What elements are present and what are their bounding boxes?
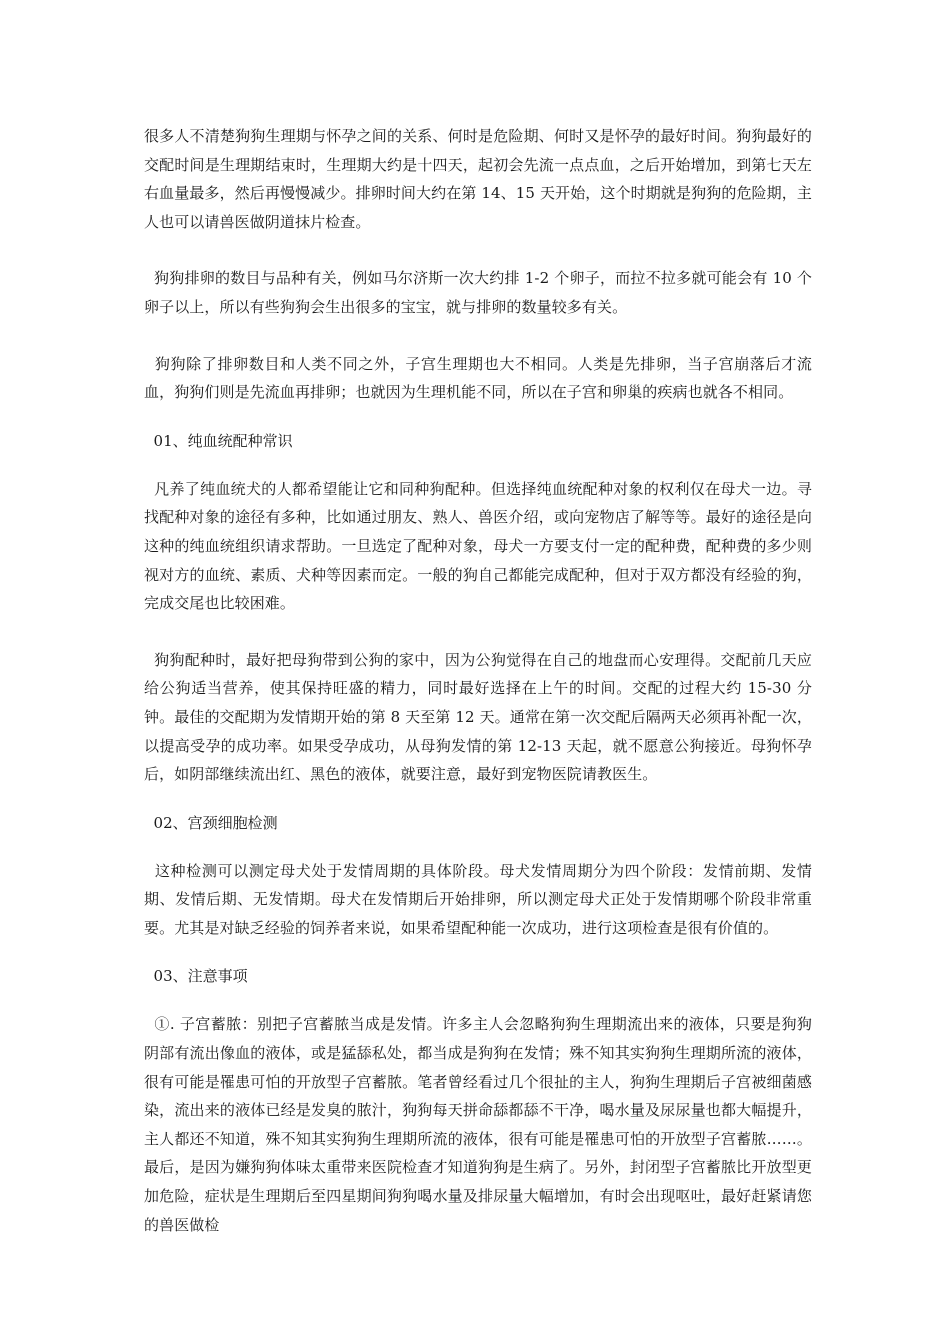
document-page xyxy=(144,122,812,1239)
spacer xyxy=(144,789,812,809)
paragraph-mating-tips: 狗狗配种时，最好把母狗带到公狗的家中，因为公狗觉得在自己的地盘而心安理得。交配前几天应给公狗适当营养，使其保持旺盛的精力，同时最好选择在上午的时间。交配的过程大约 15-30 分钟。最佳的交配期为发情期开始的第 8 天至第 12 天。通常在第一次交配后隔两天必须再补配一次，以提高受孕的成功率。如果受孕成功，从母狗发情的第 12-13 天起，就不愿意公狗接近。母狗怀孕后，如阴部继续流出红、黑色的液体，就要注意，最好到宠物医院请教医生。 xyxy=(144,650,812,784)
spacer xyxy=(144,990,812,1010)
paragraph-cervical-test: 这种检测可以测定母犬处于发情周期的具体阶段。母犬发情周期分为四个阶段：发情前期、发情期、发情后期、无发情期。母犬在发情期后开始排卵，所以测定母犬正处于发情期哪个阶段非常重要。尤其是对缺乏经验的饲养者来说，如果希望配种能一次成功，进行这项检查是很有价值的。 xyxy=(144,861,812,937)
paragraph-ovulation-count: 狗狗排卵的数目与品种有关，例如马尔济斯一次大约排 1-2 个卵子，而拉不拉多就可能会有 10 个卵子以上，所以有些狗狗会生出很多的宝宝，就与排卵的数量较多有关。 xyxy=(144,269,812,316)
section-heading-02: 02、宫颈细胞检测 xyxy=(144,813,278,832)
paragraph-intro: 很多人不清楚狗狗生理期与怀孕之间的关系、何时是危险期、何时又是怀孕的最好时间。狗狗最好的交配时间是生理期结束时，生理期大约是十四天，起初会先流一点点血，之后开始增加，到第七天左右血量最多，然后再慢慢减少。排卵时间大约在第 14、15 天开始，这个时期就是狗狗的危险期，主人也可以请兽医做阴道抹片检查。 xyxy=(144,127,812,231)
spacer xyxy=(144,236,812,264)
paragraph-uterus-cycle: 狗狗除了排卵数目和人类不同之外，子宫生理期也大不相同。人类是先排卵，当子宫崩落后才流血，狗狗们则是先流血再排卵；也就因为生理机能不同，所以在子宫和卵巢的疾病也就各不相同。 xyxy=(144,354,812,402)
spacer xyxy=(144,322,812,350)
paragraph-purebred-mating: 凡养了纯血统犬的人都希望能让它和同种狗配种。但选择纯血统配种对象的权利仅在母犬一边。寻找配种对象的途径有多种，比如通过朋友、熟人、兽医介绍，或向宠物店了解等等。最好的途径是向这种的纯血统组织请求帮助。一旦选定了配种对象，母犬一方要支付一定的配种费，配种费的多少则视对方的血统、素质、犬种等因素而定。一般的狗自己都能完成配种，但对于双方都没有经验的狗，完成交尾也比较困难。 xyxy=(144,479,812,613)
spacer xyxy=(144,837,812,857)
spacer xyxy=(144,455,812,475)
section-heading-01: 01、纯血统配种常识 xyxy=(144,431,293,450)
paragraph-pyometra: ①. 子宫蓄脓：别把子宫蓄脓当成是发情。许多主人会忽略狗狗生理期流出来的液体，只要是狗狗阴部有流出像血的液体，或是猛舔私处，都当成是狗狗在发情；殊不知其实狗狗生理期所流的液体，很有可能是罹患可怕的开放型子宫蓄脓。笔者曾经看过几个很扯的主人，狗狗生理期后子宫被细菌感染，流出来的液体已经是发臭的脓汁，狗狗每天拼命舔都舔不干净，喝水量及尿尿量也都大幅提升，主人都还不知道，殊不知其实狗狗生理期所流的液体，很有可能是罹患可怕的开放型子宫蓄脓……。最后，是因为嫌狗狗体味太重带来医院检查才知道狗狗是生病了。另外，封闭型子宫蓄脓比开放型更加危险，症状是生理期后至四星期间狗狗喝水量及排尿量大幅增加，有时会出现呕吐，最好赶紧请您的兽医做检 xyxy=(144,1015,812,1234)
spacer xyxy=(144,407,812,427)
spacer xyxy=(144,942,812,962)
spacer xyxy=(144,618,812,646)
section-heading-03: 03、注意事项 xyxy=(144,967,248,986)
